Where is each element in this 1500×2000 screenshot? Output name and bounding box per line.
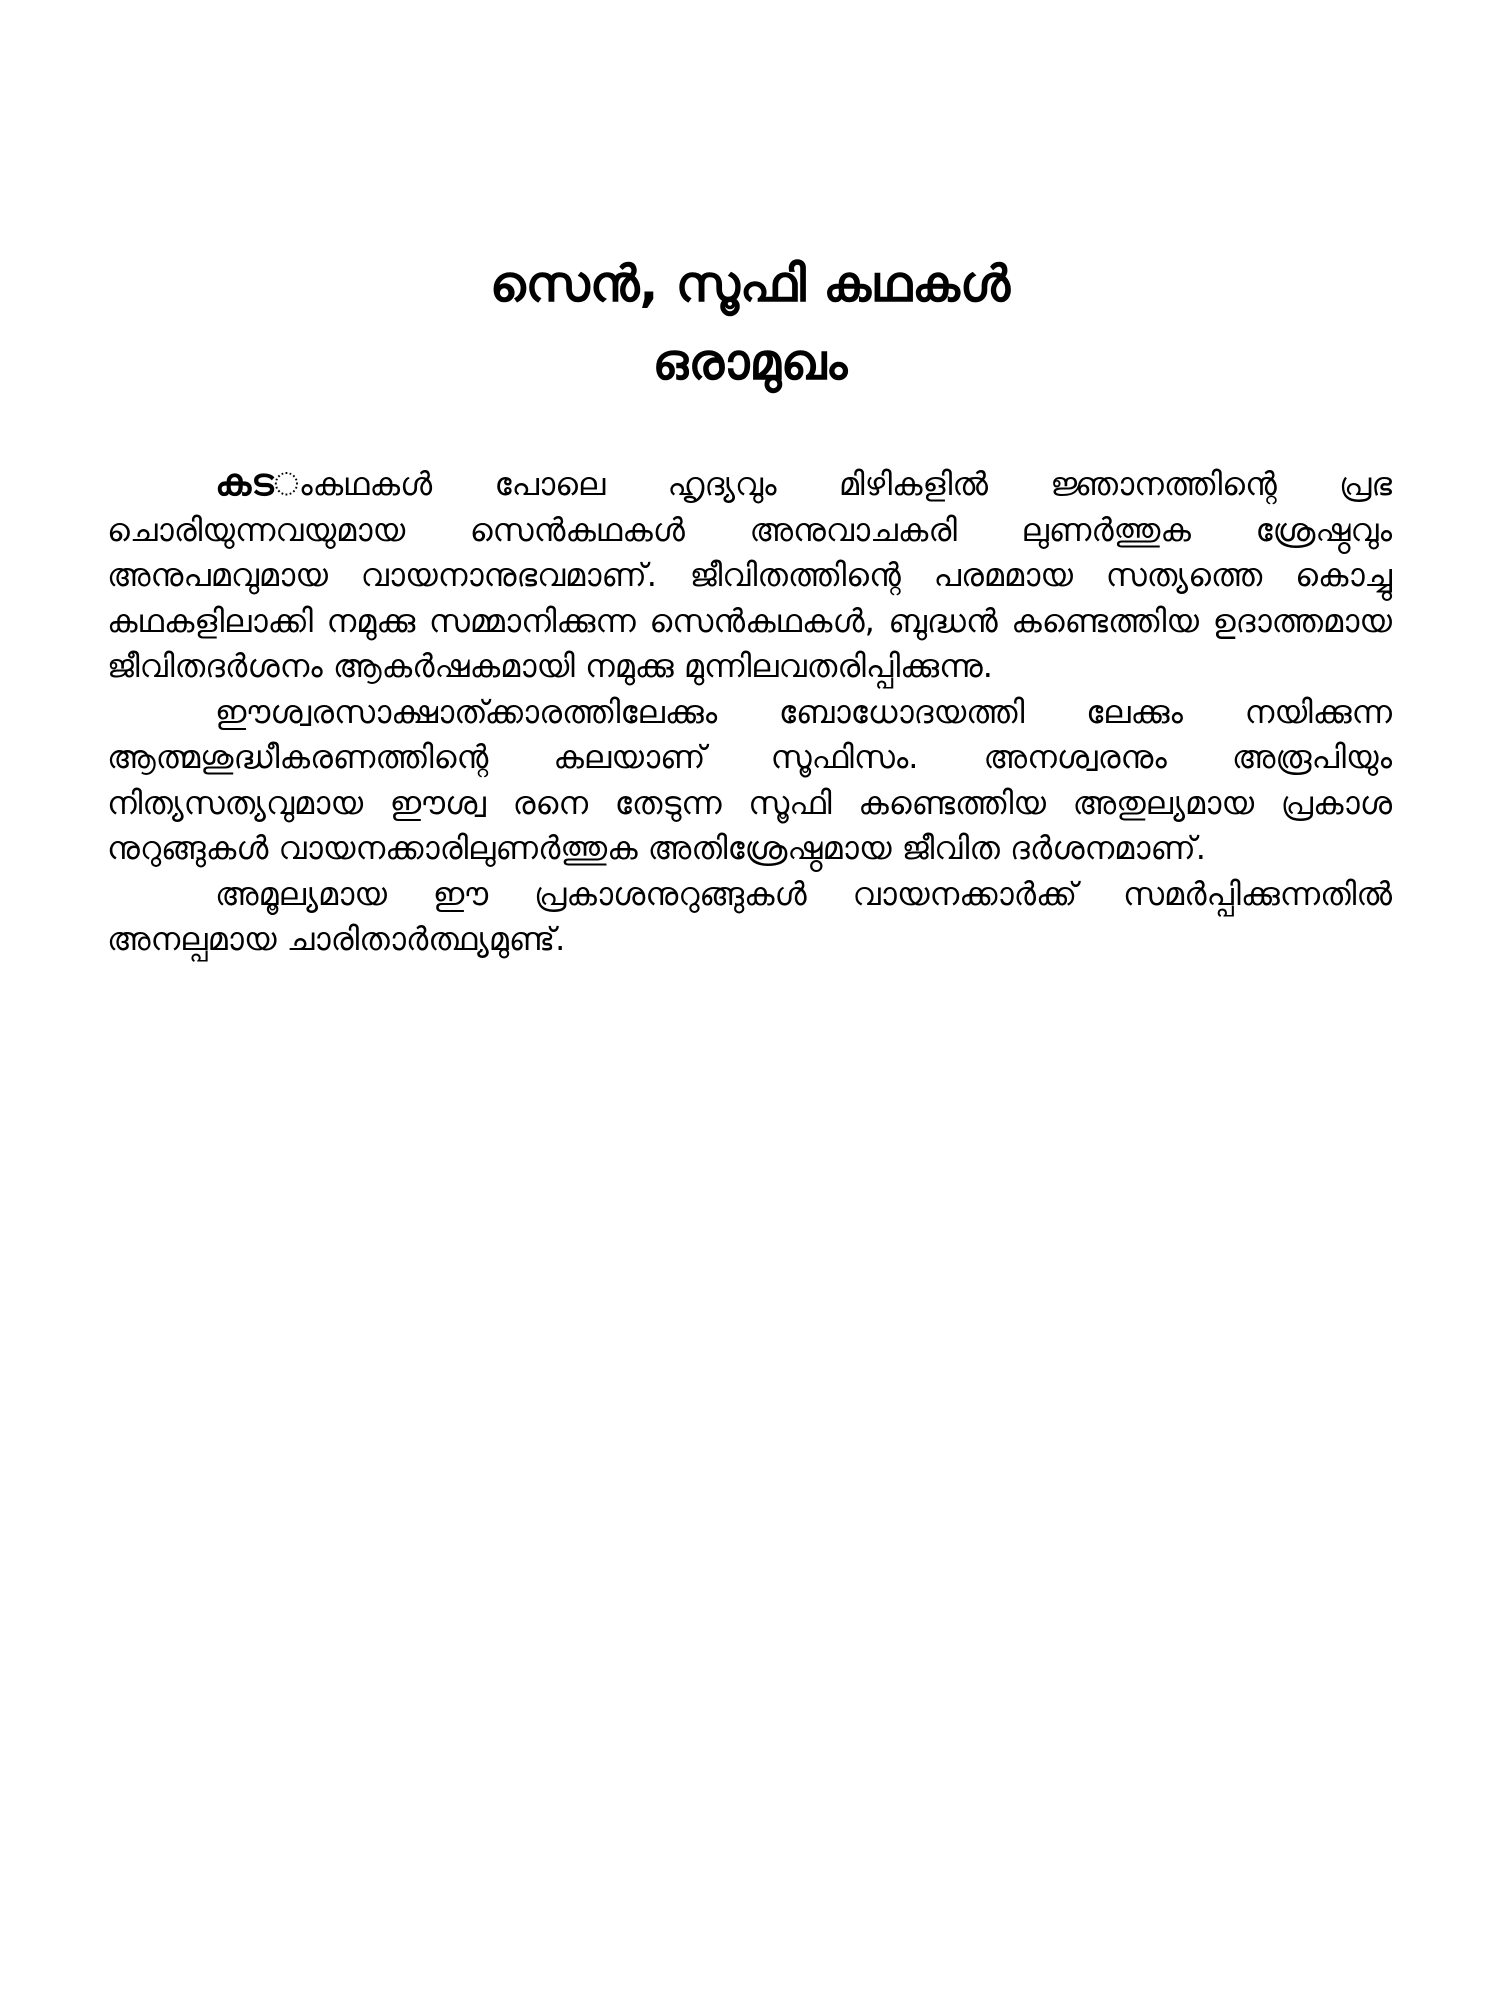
paragraph-2: ഈശ്വരസാക്ഷാത്ക്കാരത്തിലേക്കും ബോധോദയത്തി ലേക്കും നയിക്കുന്ന ആത്മശുദ്ധീകരണത്തിന്റെ കലയാണ് സൂഫിസം. അനശ്വരനും അരൂപിയും നിത്യസത്യവുമായ ഈശ്വ രനെ തേടുന്ന സൂഫി കണ്ടെത്തിയ അതുല്യമായ പ്രകാശ നുറുങ്ങുകൾ വായനക്കാരിലുണർത്തുക അതിശ്രേഷ്ഠമായ ജീവിത ദർശനമാണ്. (107, 692, 1392, 867)
body-text (107, 460, 1392, 963)
paragraph-1 (107, 460, 1392, 690)
drop-cap-initial: കട (215, 460, 274, 504)
paragraph-1-text: ംകഥകൾ പോലെ ഹൃദ്യവും മിഴികളിൽ ജ്ഞാനത്തിന്റെ പ്രഭ ചൊരിയുന്നവയുമായ സെൻകഥകൾ അനുവാചകരി ലുണർത്തുക ശ്രേഷ്ഠവും അനുപമവുമായ വായനാനുഭവമാണ്. ജീവിതത്തിന്റെ പരമമായ സത്യത്തെ കൊച്ചു കഥകളിലാക്കി നമുക്കു സമ്മാനിക്കുന്ന സെൻകഥകൾ, ബുദ്ധൻ കണ്ടെത്തിയ ഉദാത്തമായ ജീവിതദർശനം ആകർഷകമായി നമുക്കു മുന്നിലവതരിപ്പിക്കുന്നു. (107, 465, 1392, 685)
title-block (0, 245, 1500, 401)
title-line-1: സെൻ, സൂഫി കഥകൾ (489, 255, 1011, 313)
title-line-2: ഒരാമുഖം (652, 333, 848, 391)
paragraph-3: അമൂല്യമായ ഈ പ്രകാശനുറുങ്ങുകൾ വായനക്കാർക്ക് സമർപ്പിക്കുന്നതിൽ അനല്പമായ ചാരിതാർത്ഥ്യമുണ്ട്. (107, 874, 1392, 958)
